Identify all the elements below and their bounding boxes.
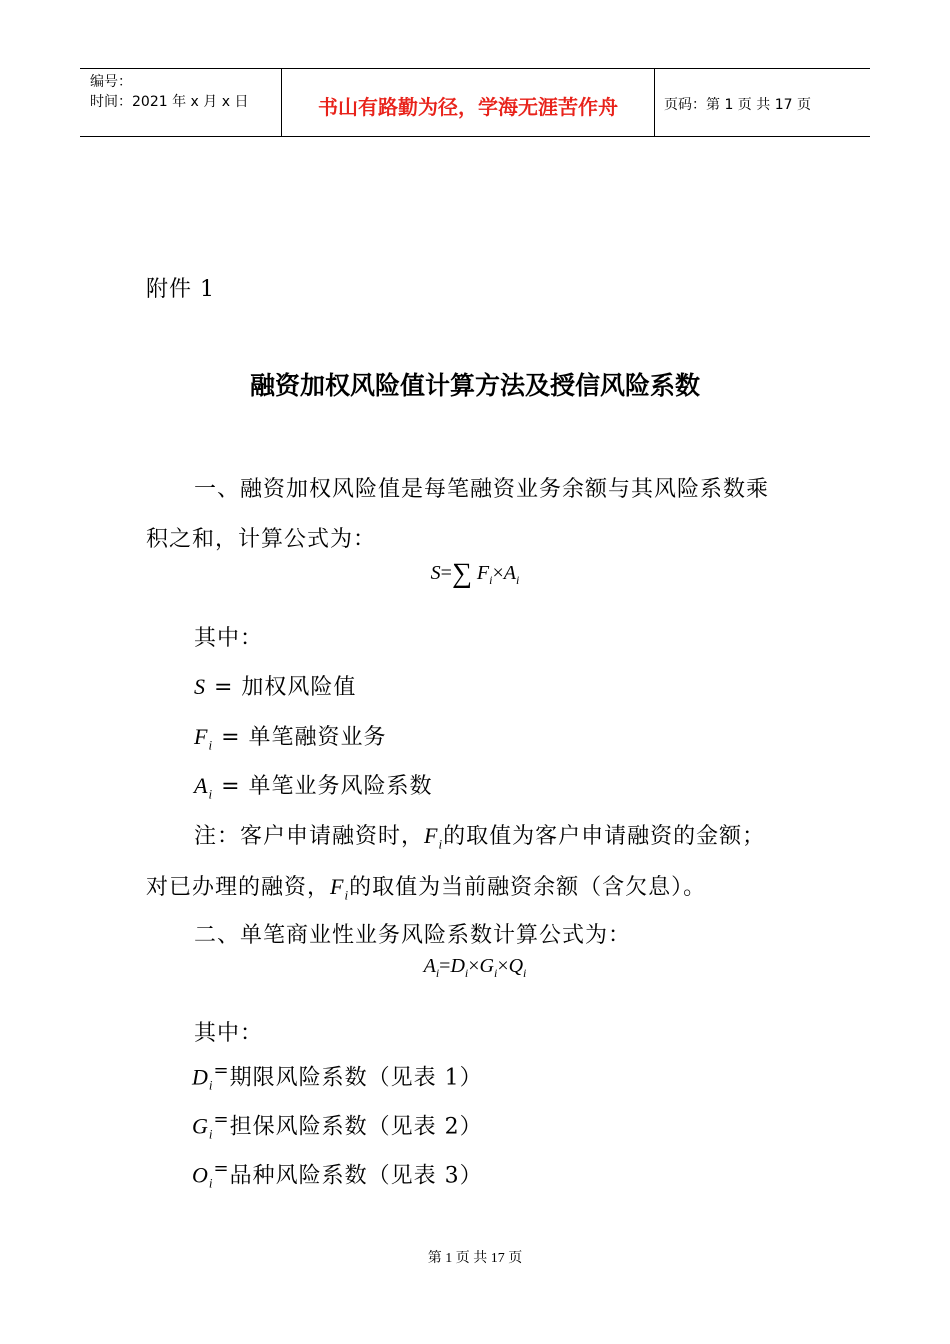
definition-gi: $G_i^=$担保风险系数（见表 2） (192, 1109, 483, 1142)
header-number-label: 编号： (90, 74, 132, 90)
header-divider-right (654, 68, 655, 137)
where-label-2: 其中： (194, 1021, 264, 1046)
header-time-label: 时间：2021 年 x 月 x 日 (90, 94, 249, 110)
definition-s: S = 加权风险值 (194, 674, 357, 700)
header-motto: 书山有路勤为径，学海无涯苦作舟 (318, 95, 618, 119)
header-page-label: 页码：第 1 页 共 17 页 (664, 97, 811, 113)
document-title: 融资加权风险值计算方法及授信风险系数 (249, 371, 700, 400)
note-line2: 对已办理的融资，$F_i$的取值为当前融资余额（含欠息）。 (146, 874, 707, 903)
formula-weighted-risk: S=∑ $F_i\times A_i$ (430, 558, 520, 589)
attachment-label: 附件 1 (146, 277, 215, 302)
note-line1: 注：客户申请融资时，$F_i$的取值为客户申请融资的金额； (194, 823, 766, 852)
where-label-1: 其中： (194, 626, 264, 651)
definition-oi: $O_i^=$品种风险系数（见表 3） (192, 1158, 483, 1191)
header-bottom-rule (80, 136, 870, 137)
definition-fi: $F_i$ = 单笔融资业务 (194, 724, 387, 753)
definition-ai: $A_i$ = 单笔业务风险系数 (194, 773, 433, 802)
section1-line1: 一、融资加权风险值是每笔融资业务余额与其风险系数乘 (194, 477, 770, 502)
page-footer: 第 1 页 共 17 页 (427, 1251, 523, 1266)
formula-single-risk: $A_i=D_i\times G_i\times Q_i$ (423, 955, 527, 980)
section1-line2: 积之和，计算公式为： (146, 527, 377, 552)
section2-heading: 二、单笔商业性业务风险系数计算公式为： (194, 923, 632, 948)
definition-di: $D_i^=$期限风险系数（见表 1） (192, 1060, 483, 1093)
header-top-rule (80, 68, 870, 69)
